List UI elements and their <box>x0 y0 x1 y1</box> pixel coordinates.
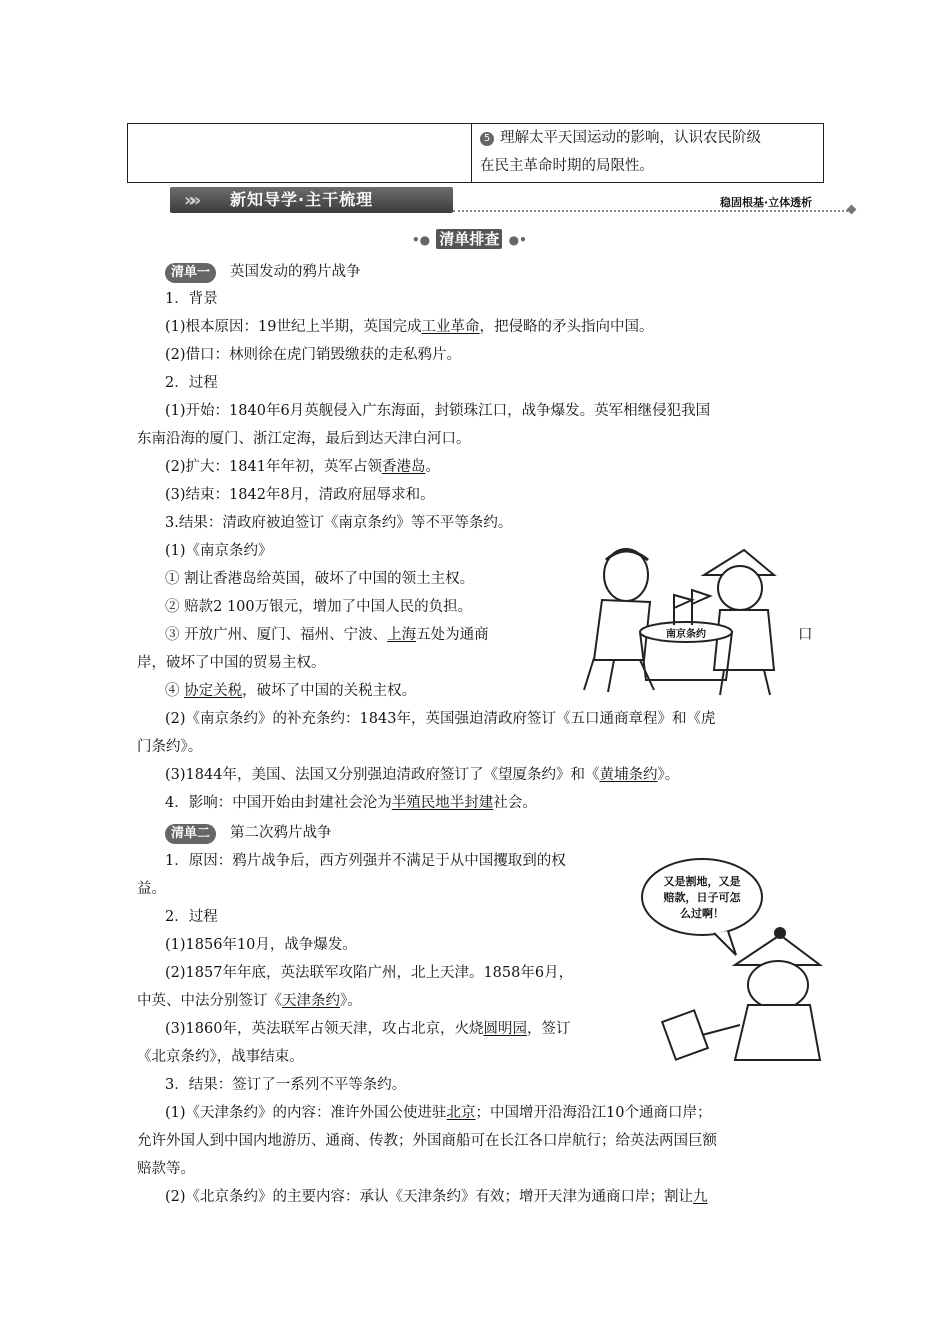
text-line: 岸，破坏了中国的贸易主权。 <box>137 655 326 671</box>
text-line: 1．原因：鸦片战争后，西方列强并不满足于从中国攫取到的权 <box>165 853 566 869</box>
section-tag: 清单一 <box>165 263 216 283</box>
banner-subtitle: 稳固根基·立体透析 <box>720 196 813 209</box>
text-line: 2．过程 <box>165 909 218 925</box>
text-line: (2)1857年年底，英法联军攻陷广州，北上天津。1858年6月， <box>165 965 574 981</box>
cartoon-label: 南京条约 <box>666 629 706 640</box>
section2-heading <box>165 821 332 844</box>
official-cartoon <box>640 855 825 1065</box>
text-line: 允许外国人到中国内地游历、通商、传教；外国商船可在长江各口岸航行；给英法两国巨额 <box>137 1133 717 1149</box>
treaty-signing-illustration <box>574 540 790 700</box>
bubble-line: 么过啊！ <box>680 907 724 920</box>
number-badge: 5 <box>480 132 494 146</box>
table-divider <box>471 124 472 182</box>
text-line: ③ 开放广州、厦门、福州、宁波、上海五处为通商 <box>165 627 489 643</box>
chevron-icon: »» <box>184 190 196 211</box>
text-line: ④ 协定关税，破坏了中国的关税主权。 <box>165 683 417 699</box>
section1-heading <box>165 260 361 283</box>
section-banner <box>170 187 453 213</box>
text-line: 1．背景 <box>165 291 218 307</box>
text-line: 门条约》。 <box>137 739 203 755</box>
text-line: 2．过程 <box>165 375 218 391</box>
banner-dotted-line <box>453 210 848 212</box>
text-line: (3)1844年，美国、法国又分别强迫清政府签订了《望厦条约》和《黄埔条约》。 <box>165 767 680 783</box>
text-line: (1)根本原因：19世纪上半期，英国完成工业革命，把侵略的矛头指向中国。 <box>165 319 654 335</box>
text-line: (2)《南京条约》的补充条约：1843年，英国强迫清政府签订《五口通商章程》和《虎 <box>165 711 716 727</box>
objectives-table <box>127 123 824 183</box>
section-tag: 清单二 <box>165 824 216 844</box>
text-line: (1)开始：1840年6月英舰侵入广东海面，封锁珠江口，战争爆发。英军相继侵犯我国 <box>165 403 711 419</box>
text-line: 3．结果：签订了一系列不平等条约。 <box>165 1077 407 1093</box>
objective-cell: 5 理解太平天国运动的影响，认识农民阶级 在民主革命时期的局限性。 <box>480 130 761 174</box>
text-line: (3)1860年，英法联军占领天津，攻占北京，火烧圆明园，签订 <box>165 1021 571 1037</box>
text-line: 益。 <box>137 881 166 897</box>
bubble-line: 又是割地，又是 <box>663 875 741 888</box>
diamond-icon <box>847 205 857 215</box>
checklist-title: 清单排查 <box>436 229 502 249</box>
text-line: (1)1856年10月，战争爆发。 <box>165 937 357 953</box>
text-line: (2)扩大：1841年年初，英军占领香港岛。 <box>165 459 440 475</box>
text-line-end: 口 <box>798 627 813 643</box>
text-line: 东南沿海的厦门、浙江定海，最后到达天津白河口。 <box>137 431 471 447</box>
text-line: (2)《北京条约》的主要内容：承认《天津条约》有效；增开天津为通商口岸；割让九 <box>165 1189 708 1205</box>
text-line: 中英、中法分别签订《天津条约》。 <box>137 993 362 1009</box>
text-line: 4．影响：中国开始由封建社会沦为半殖民地半封建社会。 <box>165 795 537 811</box>
dots-icon: ●• <box>508 233 527 247</box>
text-line: 《北京条约》，战事结束。 <box>137 1049 304 1065</box>
section-title: 英国发动的鸦片战争 <box>230 264 361 280</box>
text-line: ① 割让香港岛给英国，破坏了中国的领土主权。 <box>165 571 475 587</box>
section-title: 第二次鸦片战争 <box>230 825 332 841</box>
dots-icon: •● <box>412 233 431 247</box>
text-line: ② 赔款2 100万银元，增加了中国人民的负担。 <box>165 599 473 615</box>
text-line: (1)《天津条约》的内容：准许外国公使进驻北京；中国增开沿海沿江10个通商口岸； <box>165 1105 712 1121</box>
checklist-heading <box>412 229 527 249</box>
text-line: (1)《南京条约》 <box>165 543 273 559</box>
bubble-line: 赔款，日子可怎 <box>663 891 741 904</box>
banner-title: 新知导学·主干梳理 <box>230 190 374 209</box>
text-line: (2)借口：林则徐在虎门销毁缴获的走私鸦片。 <box>165 347 462 363</box>
text-line: 赔款等。 <box>137 1161 195 1177</box>
text-line: (3)结束：1842年8月，清政府屈辱求和。 <box>165 487 435 503</box>
text-line: 3.结果：清政府被迫签订《南京条约》等不平等条约。 <box>165 515 513 531</box>
